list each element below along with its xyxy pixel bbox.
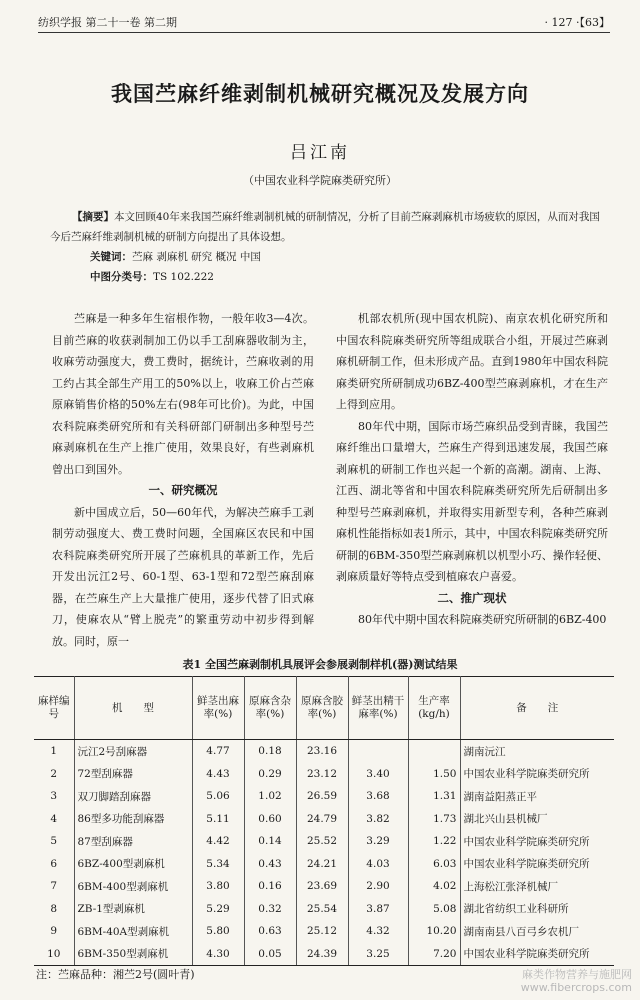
cell-note: 上海松江张泽机械厂 [463, 880, 558, 893]
cell-code: 2 [34, 763, 74, 786]
header-fresh-yield: 鲜茎出麻率(%) [192, 677, 244, 740]
cell-code: 4 [34, 808, 74, 831]
affiliation: （中国农业科学院麻类研究所） [243, 174, 397, 187]
paper-title: 我国苎麻纤维剥制机械研究概况及发展方向 [111, 81, 529, 106]
cell-productivity: 4.02 [408, 875, 460, 898]
cell-code: 6 [34, 853, 74, 876]
cell-fresh-yield: 5.29 [192, 898, 244, 921]
cell-dry-yield: 3.25 [348, 943, 408, 966]
clc-label: 中图分类号： [90, 271, 153, 283]
cell-fresh-yield: 5.06 [192, 785, 244, 808]
cell-impurity: 0.18 [244, 740, 296, 763]
cell-note: 湖南沅江 [463, 745, 506, 758]
cell-impurity: 0.29 [244, 763, 296, 786]
header-dry-yield: 鲜茎出精干麻率(%) [348, 677, 408, 740]
cell-impurity: 0.60 [244, 808, 296, 831]
cell-productivity: 1.22 [408, 830, 460, 853]
table-row [34, 740, 614, 763]
intro-paragraph: 苎麻是一种多年生宿根作物，一般年收3—4次。目前苎麻的收获剥制加工仍以手工刮麻器收制为主，收麻劳动强度大，费工费时，据统计，苎麻收剥的用工约占其全部生产用工的50%以上，收麻工价占苎麻原麻销售价格的50%左右(98年可比价)。为此，中国农科院麻类研究所和有关科研部门研制出多种型号苎麻剥麻机在生产上推广使用，效果良好，有些剥麻机曾出口到国外。 [52, 312, 314, 476]
cell-impurity: 0.32 [244, 898, 296, 921]
cell-impurity: 0.43 [244, 853, 296, 876]
cell-note: 湖南益阳蒸正平 [463, 790, 537, 803]
cell-fresh-yield: 5.34 [192, 853, 244, 876]
cell-impurity: 0.05 [244, 943, 296, 966]
cell-productivity: 1.73 [408, 808, 460, 831]
cell-dry-yield: 4.32 [348, 920, 408, 943]
page-number: · 127 ·【63】 [544, 16, 610, 29]
header-model: 机 型 [74, 677, 192, 740]
table-row [34, 763, 614, 786]
site-watermark [521, 968, 632, 994]
cell-dry-yield: 3.82 [348, 808, 408, 831]
watermark-url: www.fibercrops.com [520, 981, 632, 994]
keywords: 苎麻 剥麻机 研究 概况 中国 [132, 251, 261, 263]
cell-impurity: 0.16 [244, 875, 296, 898]
cell-dry-yield: 2.90 [348, 875, 408, 898]
cell-code: 3 [34, 785, 74, 808]
cell-code: 1 [34, 740, 74, 763]
cell-gum: 23.12 [296, 763, 348, 786]
cell-fresh-yield: 4.77 [192, 740, 244, 763]
cell-productivity [408, 740, 460, 763]
cell-productivity: 7.20 [408, 943, 460, 966]
cell-productivity: 1.50 [408, 763, 460, 786]
running-header [38, 12, 610, 33]
cell-gum: 24.79 [296, 808, 348, 831]
abstract-text: 本文回顾40年来我国苎麻纤维剥制机械的研制情况，分析了目前苎麻剥麻机市场疲软的原因，从而对我国今后苎麻纤维剥制机械的研制方向提出了具体设想。 [50, 211, 600, 243]
header-gum: 原麻含胶率(%) [296, 677, 348, 740]
table-row [34, 920, 614, 943]
cell-gum: 23.69 [296, 875, 348, 898]
table-caption: 表1 全国苎麻剥制机具展评会参展剥制样机(器)测试结果 [182, 658, 458, 671]
cell-note: 湖南南县八百弓乡农机厂 [463, 925, 579, 938]
header-impurity: 原麻含杂率(%) [244, 677, 296, 740]
watermark-site-name: 麻类作物营养与施肥网 [522, 968, 632, 981]
cell-fresh-yield: 5.11 [192, 808, 244, 831]
cell-model: 6BM-350型剥麻机 [74, 943, 192, 966]
cell-productivity: 1.31 [408, 785, 460, 808]
cell-code: 10 [34, 943, 74, 966]
keywords-label: 关键词： [90, 251, 132, 263]
cell-code: 5 [34, 830, 74, 853]
abstract-paragraph [50, 207, 600, 247]
cell-model: 86型多功能刮麻器 [74, 808, 192, 831]
table-row [34, 898, 614, 921]
table-header-row [34, 677, 614, 740]
cell-gum: 25.12 [296, 920, 348, 943]
right-paragraph-1: 机部农机所(现中国农机院)、南京农机化研究所和中国农科院麻类研究所等组成联合小组，开展过苎麻剥麻机研制工作，但未形成产品。直到1980年中国农科院麻类研究所研制成功6BZ-400型苎麻剥麻机，才在生产上得到应用。 [336, 312, 608, 411]
cell-dry-yield: 3.40 [348, 763, 408, 786]
cell-gum: 25.52 [296, 830, 348, 853]
keywords-line [50, 247, 600, 267]
header-productivity: 生产率(kg/h) [408, 677, 460, 740]
cell-dry-yield: 3.87 [348, 898, 408, 921]
table-row [34, 853, 614, 876]
cell-note: 湖北省纺织工业科研所 [463, 903, 569, 916]
table-row [34, 830, 614, 853]
cell-code: 7 [34, 875, 74, 898]
cell-dry-yield: 4.03 [348, 853, 408, 876]
cell-fresh-yield: 4.42 [192, 830, 244, 853]
cell-model: 87型刮麻器 [74, 830, 192, 853]
journal-info: 纺织学报 第二十一卷 第二期 [38, 16, 177, 29]
cell-note: 中国农业科学院麻类研究所 [463, 835, 590, 848]
author-name: 吕江南 [290, 143, 350, 163]
cell-productivity: 5.08 [408, 898, 460, 921]
cell-productivity: 6.03 [408, 853, 460, 876]
cell-code: 8 [34, 898, 74, 921]
cell-model: 双刀脚踏刮麻器 [74, 785, 192, 808]
cell-note: 中国农业科学院麻类研究所 [463, 858, 590, 871]
abstract-label: 【摘要】 [72, 211, 114, 223]
right-paragraph-2: 80年代中期，国际市场苎麻织品受到青睐，我国苎麻纤维出口量增大，苎麻生产得到迅速发展，我国苎麻剥麻机的研制工作也兴起一个新的高潮。湖南、上海、江西、湖北等省和中国农科院麻类研究所先后研制出多种型号苎麻剥麻机，并取得实用新型专利，各种苎麻剥麻机性能指标如表1所示，其中，中国农科院麻类研究所研制的6BM-350型苎麻剥麻机以机型小巧、操作轻便、剥麻质量好等特点受到植麻农户喜爱。 [336, 419, 608, 583]
section2-heading: 二、推广现状 [437, 590, 507, 605]
right-column [336, 308, 608, 631]
cell-gum: 24.39 [296, 943, 348, 966]
cell-model: 6BM-40A型剥麻机 [74, 920, 192, 943]
cell-fresh-yield: 4.43 [192, 763, 244, 786]
cell-dry-yield [348, 740, 408, 763]
table-row [34, 808, 614, 831]
cell-model: 6BZ-400型剥麻机 [74, 853, 192, 876]
clc-number: TS 102.222 [153, 271, 214, 283]
cell-model: 沅江2号刮麻器 [74, 740, 192, 763]
abstract-block [50, 207, 600, 287]
section1-paragraph: 新中国成立后，50—60年代，为解决苎麻手工剥制劳动强度大、费工费时问题，全国麻区农民和中国农科院麻类研究所开展了苎麻机具的革新工作，先后开发出沅江2号、60-1型、63-1型和72型苎麻刮麻器，在苎麻生产上大量推广使用，逐步代替了旧式麻刀，使麻农从“臂上脱壳”的繁重劳动中初步得到解放。同时，原一 [52, 505, 314, 648]
cell-model: 72型刮麻器 [74, 763, 192, 786]
cell-fresh-yield: 4.30 [192, 943, 244, 966]
cell-gum: 23.16 [296, 740, 348, 763]
cell-fresh-yield: 5.80 [192, 920, 244, 943]
header-note: 备 注 [460, 677, 614, 740]
cell-fresh-yield: 3.80 [192, 875, 244, 898]
table-row [34, 875, 614, 898]
section2-paragraph: 80年代中期中国农科院麻类研究所研制的6BZ-400 [358, 613, 607, 626]
cell-gum: 26.59 [296, 785, 348, 808]
cell-impurity: 0.14 [244, 830, 296, 853]
cell-impurity: 0.63 [244, 920, 296, 943]
table-row [34, 785, 614, 808]
section1-heading: 一、研究概况 [148, 483, 218, 497]
cell-note: 中国农业科学院麻类研究所 [463, 768, 590, 781]
cell-gum: 25.54 [296, 898, 348, 921]
table-row [34, 943, 614, 966]
results-table [34, 676, 614, 966]
cell-model: ZB-1型剥麻机 [74, 898, 192, 921]
cell-note: 湖北兴山县机械厂 [463, 813, 548, 826]
table-note: 注：苎麻品种：湘苎2号(圆叶青) [36, 968, 195, 981]
left-column [52, 308, 314, 652]
clc-line [50, 267, 600, 287]
header-code: 麻样编号 [34, 677, 74, 740]
cell-note: 中国农业科学院麻类研究所 [460, 943, 614, 966]
cell-productivity: 10.20 [408, 920, 460, 943]
cell-code: 9 [34, 920, 74, 943]
cell-dry-yield: 3.68 [348, 785, 408, 808]
cell-model: 6BM-400型剥麻机 [74, 875, 192, 898]
cell-dry-yield: 3.29 [348, 830, 408, 853]
cell-gum: 24.21 [296, 853, 348, 876]
cell-impurity: 1.02 [244, 785, 296, 808]
